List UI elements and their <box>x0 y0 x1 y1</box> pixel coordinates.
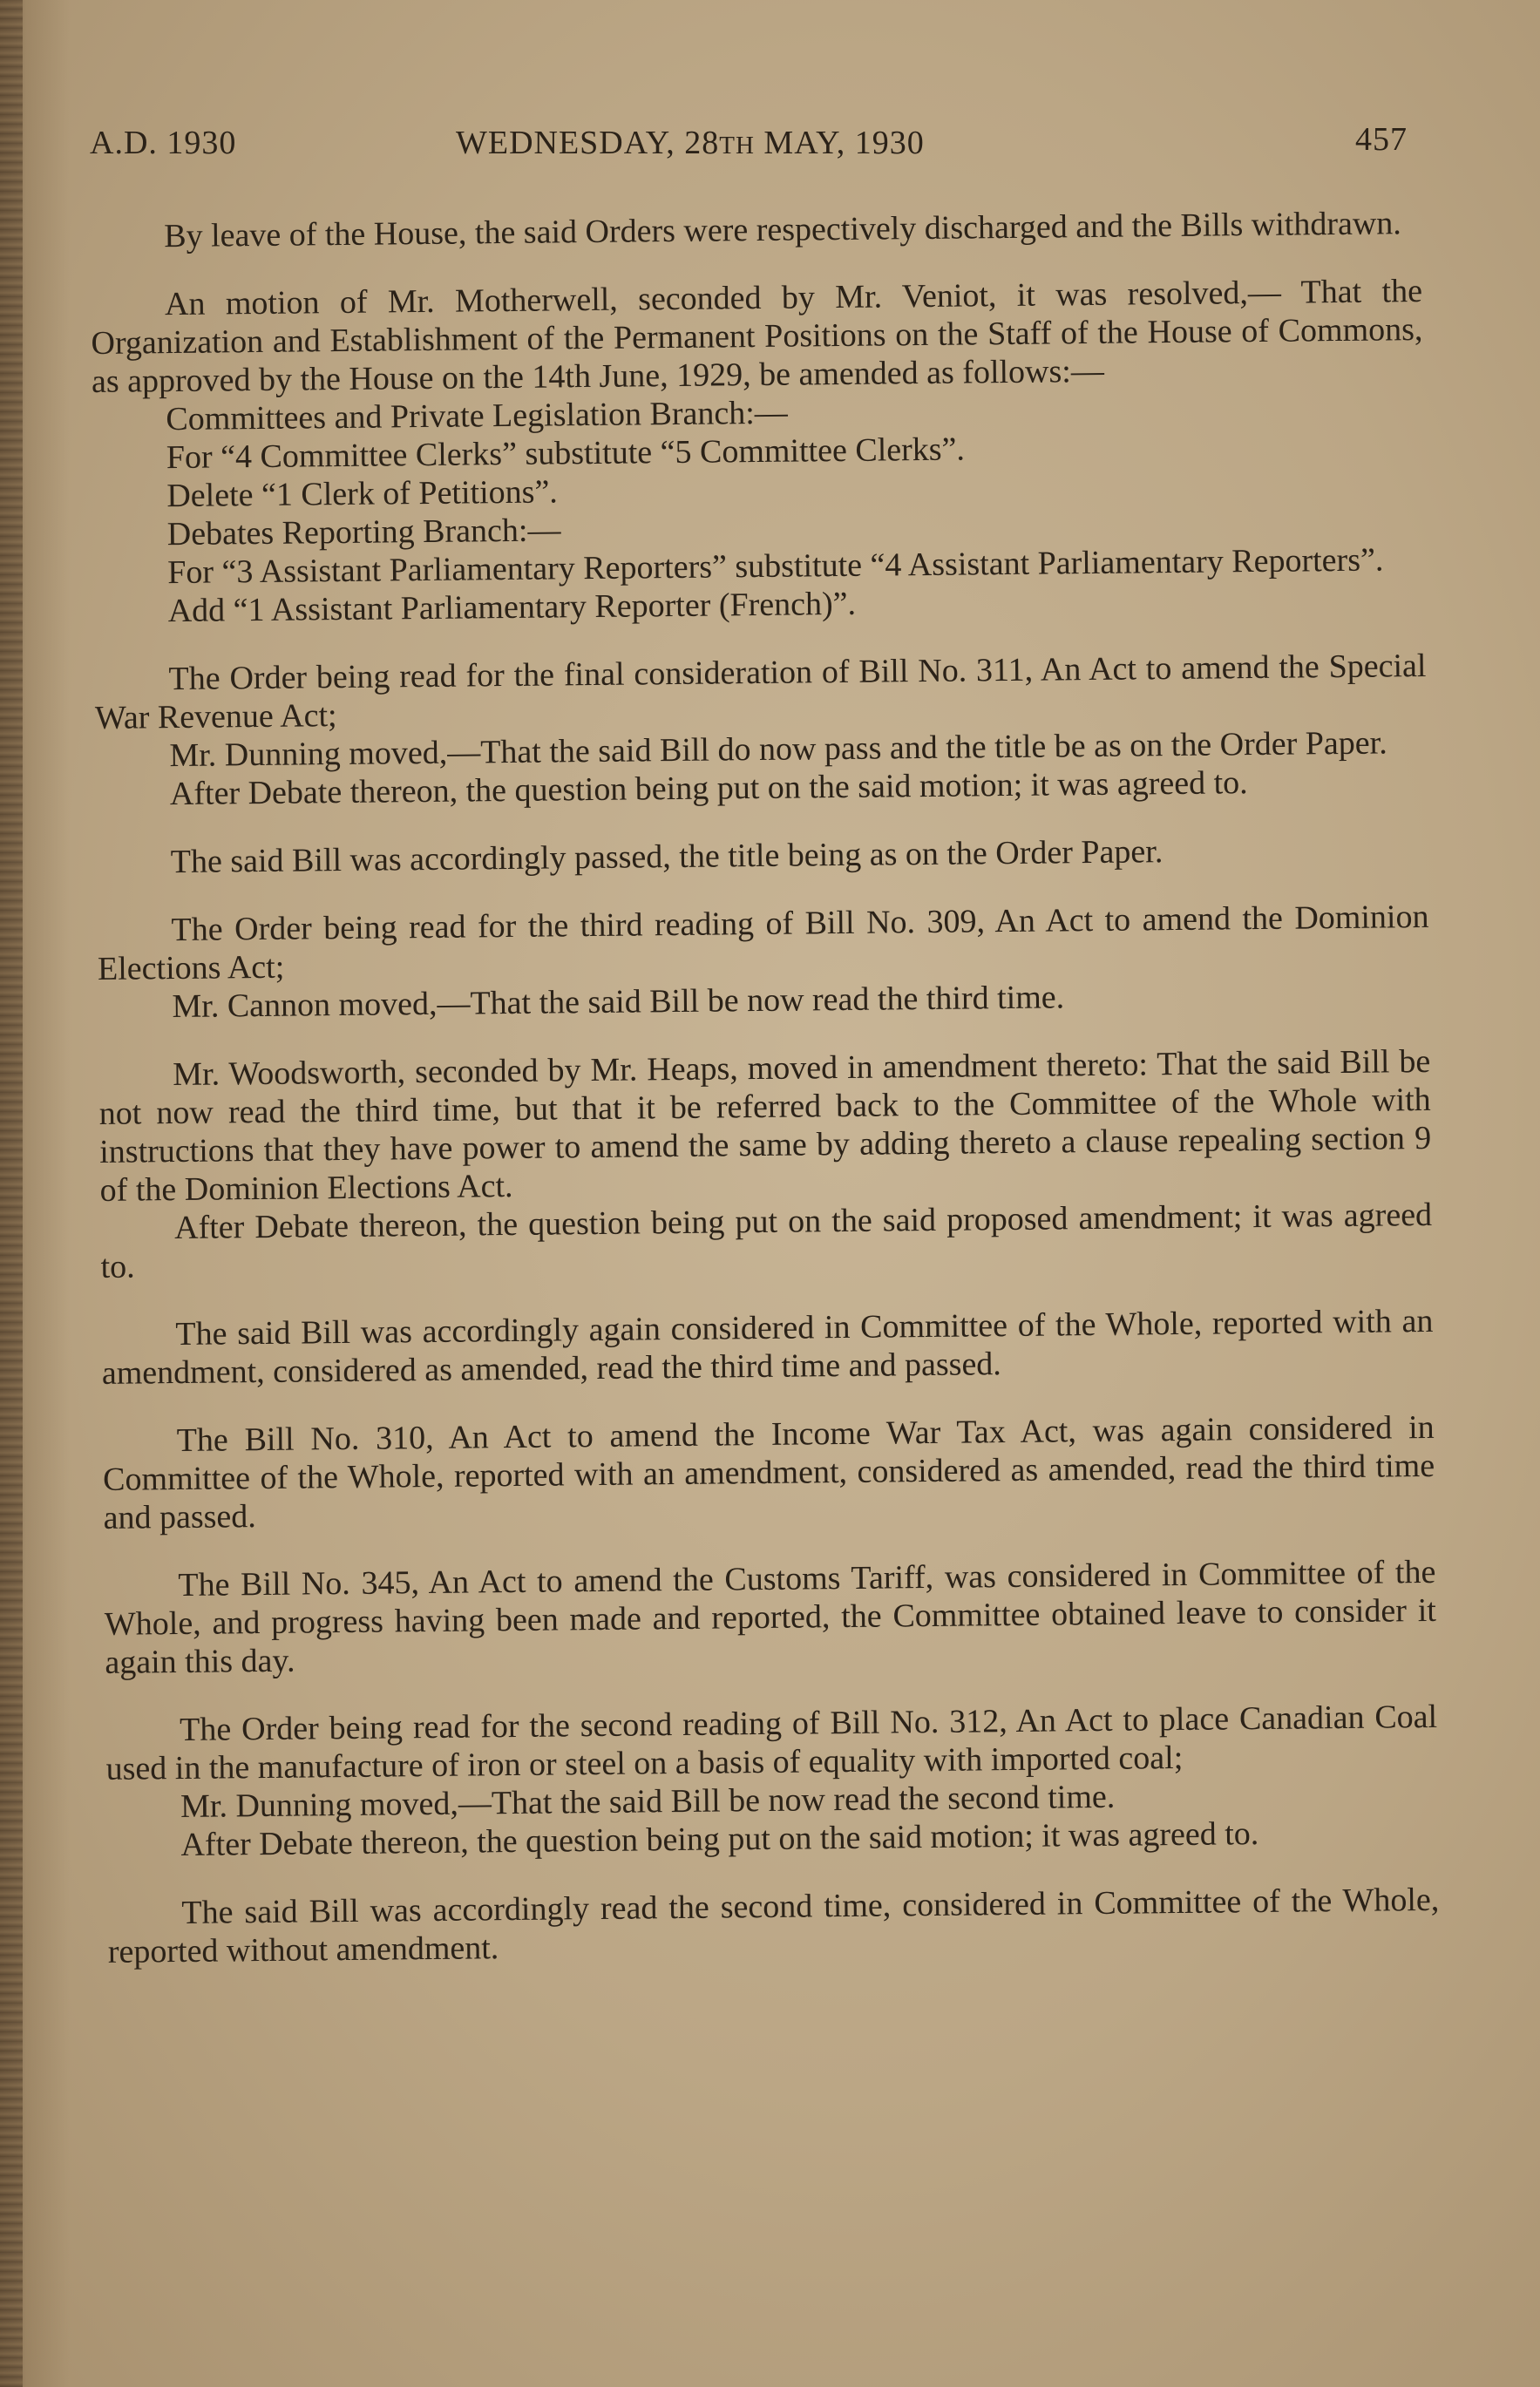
paragraph-debate-agreed-2: After Debate thereon, the question being put on the said motion; it was agreed to. <box>180 1815 1259 1864</box>
amendment-line: For “3 Assistant Parliamentary Reporters” substitute “4 Assistant Parliamentary Reporters”. <box>167 541 1384 592</box>
amendment-line: Debates Reporting Branch:— <box>166 512 561 553</box>
paragraph-woodsworth-amendment: Mr. Woodsworth, seconded by Mr. Heaps, moved in amendment thereto: That the said Bill be not now read the third time, but that it be referred back to the Committee of the Whole with instructions that they have power to amend the same by adding thereto a clause repealing section 9 of the Dominion Elections Act. <box>98 1042 1432 1209</box>
paragraph-dunning-motion: Mr. Dunning moved,—That the said Bill do now pass and the title be as on the Order Paper. <box>169 724 1387 775</box>
page-header <box>90 121 1408 176</box>
page-body <box>90 204 1440 1971</box>
paragraph-bill-310: The Bill No. 310, An Act to amend the Income War Tax Act, was again considered in Committee of the Whole, reported with an amendment, considered as amended, read the third time and passed. <box>102 1408 1435 1536</box>
paragraph-orders-discharged: By leave of the House, the said Orders were respectively discharged and the Bills withdrawn. <box>164 205 1402 255</box>
amendment-line: Add “1 Assistant Parliamentary Reporter (French)”. <box>167 585 857 630</box>
paragraph-bill-345: The Bill No. 345, An Act to amend the Customs Tariff, was considered in Committee of the Whole, and progress having been made and reported, the Committee obtained leave to consider it again this day. <box>104 1553 1437 1681</box>
paragraph-amendment-agreed: After Debate thereon, the question being put on the said proposed amendment; it was agreed to. <box>100 1196 1433 1285</box>
paragraph-cannon-motion: Mr. Cannon moved,—That the said Bill be now read the third time. <box>172 979 1065 1026</box>
paragraph-dunning-second-reading: Mr. Dunning moved,—That the said Bill be now read the second time. <box>180 1778 1116 1826</box>
header-date-main: WEDNESDAY, 28 <box>456 125 720 161</box>
paragraph-motherwell-motion: An motion of Mr. Motherwell, seconded by Mr. Veniot, it was resolved,— That the Organization and Establishment of the Permanent Positions on the Staff of the House of Commons, as approved by the House on the 14th June, 1929, be amended as follows:— <box>91 272 1423 400</box>
page-number: 457 <box>1355 121 1408 158</box>
paragraph-bill-309-order: The Order being read for the third reading of Bill No. 309, An Act to amend the Dominion Elections Act; <box>97 898 1429 987</box>
paragraph-bill-311-order: The Order being read for the final consideration of Bill No. 311, An Act to amend the Special War Revenue Act; <box>94 647 1427 736</box>
paragraph-debate-agreed: After Debate thereon, the question being put on the said motion; it was agreed to. <box>169 764 1248 813</box>
paragraph-bill-second-time: The said Bill was accordingly read the second time, considered in Committee of the Whole, reported without amendment. <box>107 1881 1440 1970</box>
header-date <box>456 124 925 162</box>
amendment-line: Committees and Private Legislation Branch:— <box>166 394 789 438</box>
amendment-line: For “4 Committee Clerks” substitute “5 Committee Clerks”. <box>166 431 966 477</box>
paragraph-bill-312-order: The Order being read for the second reading of Bill No. 312, An Act to place Canadian Coal used in the manufacture of iron or steel on a basis of equality with imported coal; <box>105 1698 1438 1787</box>
header-date-suffix: TH <box>719 132 755 159</box>
header-year: A.D. 1930 <box>90 125 237 161</box>
book-spine-shadow <box>0 0 23 2387</box>
header-date-tail: MAY, 1930 <box>754 125 925 161</box>
paragraph-committee-whole: The said Bill was accordingly again considered in Committee of the Whole, reported with an amendment, considered as amended, read the third time and passed. <box>101 1302 1434 1392</box>
amendment-line: Delete “1 Clerk of Petitions”. <box>166 473 559 515</box>
paragraph-bill-passed: The said Bill was accordingly passed, the title being as on the Order Paper. <box>170 833 1163 881</box>
